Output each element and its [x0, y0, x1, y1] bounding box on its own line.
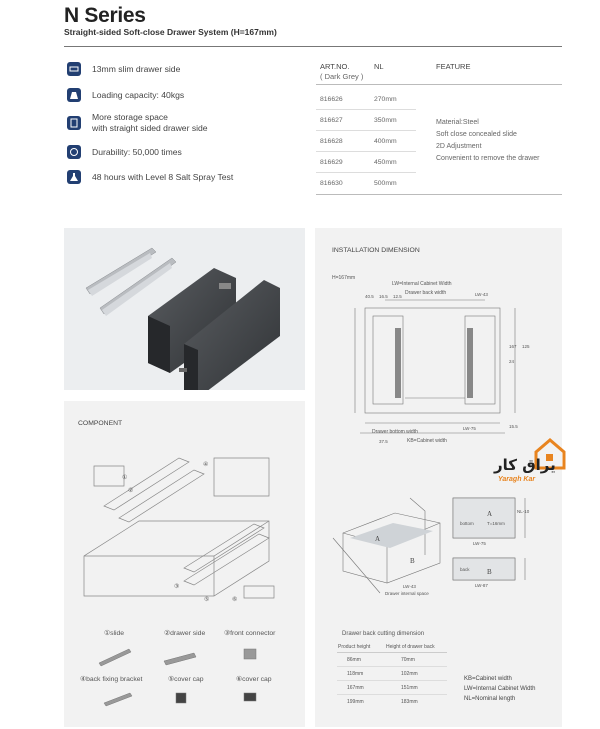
feature-text: More storage space with straight sided drawer side	[92, 112, 208, 133]
installation-title: INSTALLATION DIMENSION	[332, 247, 420, 254]
cross-section-diagram	[315, 288, 562, 458]
cutting-header: Product height	[338, 644, 371, 650]
art-no-header: ART.NO.	[320, 62, 350, 71]
svg-text:Drawer internal space: Drawer internal space	[385, 591, 429, 596]
drawer-3d-diagram	[315, 483, 562, 598]
callout-6: ⑥	[232, 597, 238, 603]
svg-text:15.5: 15.5	[509, 424, 518, 429]
svg-text:A: A	[375, 535, 381, 543]
component-label: ①slide	[104, 630, 125, 637]
feature-header: FEATURE	[436, 62, 471, 71]
component-thumbnails	[64, 641, 305, 721]
table-cell: 816630	[320, 180, 343, 187]
component-label: ②drawer side	[164, 630, 206, 637]
back-width-label: Drawer back width	[405, 290, 447, 296]
weight-icon	[67, 88, 81, 102]
svg-text:12.5: 12.5	[393, 294, 402, 299]
durability-icon	[67, 145, 81, 159]
callout-4: ④	[203, 462, 209, 468]
cutting-header: Height of drawer back	[386, 644, 435, 650]
component-title: COMPONENT	[78, 420, 123, 427]
watermark-latin: Yaragh Kar	[498, 476, 536, 483]
feature-text: Durability: 50,000 times	[92, 146, 182, 157]
table-divider	[316, 109, 416, 110]
svg-text:LW-43: LW-43	[403, 584, 416, 589]
table-divider	[316, 194, 562, 195]
table-cell: 500mm	[374, 180, 397, 187]
svg-text:37.5: 37.5	[379, 439, 388, 444]
height-label: H=167mm	[332, 275, 356, 281]
svg-text:A: A	[487, 510, 493, 518]
component-label: ⑥cover cap	[236, 676, 272, 683]
table-divider	[316, 130, 416, 131]
svg-text:LW-75: LW-75	[463, 426, 476, 431]
color-header: ( Dark Grey )	[320, 72, 364, 81]
table-divider	[316, 172, 416, 173]
series-subtitle: Straight-sided Soft-close Drawer System (H=167mm)	[64, 27, 277, 37]
svg-text:NL-10: NL-10	[517, 509, 530, 514]
cutting-cell: 118mm	[347, 671, 364, 677]
legend-nl: NL=Nominal length	[464, 696, 516, 702]
table-cell: 350mm	[374, 117, 397, 124]
feature-text: Loading capacity: 40kgs	[92, 89, 185, 100]
cutting-cell: 151mm	[401, 685, 418, 691]
callout-2: ②	[128, 488, 134, 494]
series-title: N Series	[64, 4, 146, 27]
nl-header: NL	[374, 62, 384, 71]
feature-item	[67, 145, 182, 159]
bottom-width-label: Drawer bottom width	[372, 429, 418, 435]
product-photo	[64, 228, 305, 390]
svg-text:125: 125	[522, 344, 530, 349]
cutting-divider	[337, 652, 447, 653]
table-cell: 816626	[320, 96, 343, 103]
exploded-drawer-diagram	[64, 446, 305, 606]
storage-icon	[67, 116, 81, 130]
watermark-arabic: یراق کار	[494, 456, 556, 474]
legend-lw: LW=Internal Cabinet Width	[464, 686, 536, 692]
svg-text:LW-75: LW-75	[473, 541, 486, 546]
svg-text:B: B	[410, 557, 415, 565]
svg-text:bottom: bottom	[460, 521, 474, 526]
legend-kb: KB=Cabinet width	[464, 676, 512, 682]
svg-text:24: 24	[509, 359, 515, 364]
cutting-divider	[337, 694, 447, 695]
svg-text:B: B	[487, 568, 492, 576]
table-divider	[316, 151, 416, 152]
watermark-logo	[492, 438, 570, 490]
cutting-cell: 167mm	[347, 685, 364, 691]
cutting-divider	[337, 666, 447, 667]
cutting-cell: 102mm	[401, 671, 418, 677]
table-cell: 816628	[320, 138, 343, 145]
kb-label: KB=Cabinet width	[407, 438, 447, 444]
slim-drawer-icon	[67, 62, 81, 76]
table-divider	[316, 84, 562, 85]
feature-item	[67, 170, 233, 184]
table-cell: 400mm	[374, 138, 397, 145]
feature-item	[67, 62, 180, 76]
table-cell: 816627	[320, 117, 343, 124]
cutting-cell: 70mm	[401, 657, 415, 663]
component-label: ④back fixing bracket	[80, 676, 143, 683]
svg-text:T=16mm: T=16mm	[487, 521, 505, 526]
table-cell: 450mm	[374, 159, 397, 166]
component-panel	[64, 401, 305, 727]
feature-item	[67, 112, 208, 133]
drawer-product-image	[64, 228, 305, 390]
component-label: ⑤cover cap	[168, 676, 204, 683]
cutting-divider	[337, 680, 447, 681]
callout-1: ①	[122, 475, 128, 481]
feature-list-text: Material:Steel Soft close concealed slide 2D Adjustment Convenient to remove the drawer	[436, 119, 540, 162]
callout-5: ⑤	[204, 597, 210, 603]
svg-text:LW-87: LW-87	[475, 583, 488, 588]
cutting-cell: 183mm	[401, 699, 418, 705]
svg-text:167: 167	[509, 344, 517, 349]
svg-text:40.5: 40.5	[365, 294, 374, 299]
feature-text: 48 hours with Level 8 Salt Spray Test	[92, 171, 234, 182]
svg-text:16.5: 16.5	[379, 294, 388, 299]
cutting-cell: 86mm	[347, 657, 361, 663]
callout-3: ③	[174, 584, 180, 590]
svg-text:LW-43: LW-43	[475, 292, 488, 297]
feature-text: 13mm slim drawer side	[92, 63, 181, 74]
table-cell: 270mm	[374, 96, 397, 103]
component-label: ③front connector	[224, 630, 276, 637]
svg-text:back: back	[460, 567, 470, 572]
flask-icon	[67, 170, 81, 184]
cutting-table-title: Drawer back cutting dimension	[342, 631, 425, 637]
feature-item	[67, 88, 184, 102]
lw-label: LW=Internal Cabinet Width	[392, 281, 452, 287]
cutting-cell: 199mm	[347, 699, 364, 705]
table-cell: 816629	[320, 159, 343, 166]
header-divider	[64, 46, 562, 47]
